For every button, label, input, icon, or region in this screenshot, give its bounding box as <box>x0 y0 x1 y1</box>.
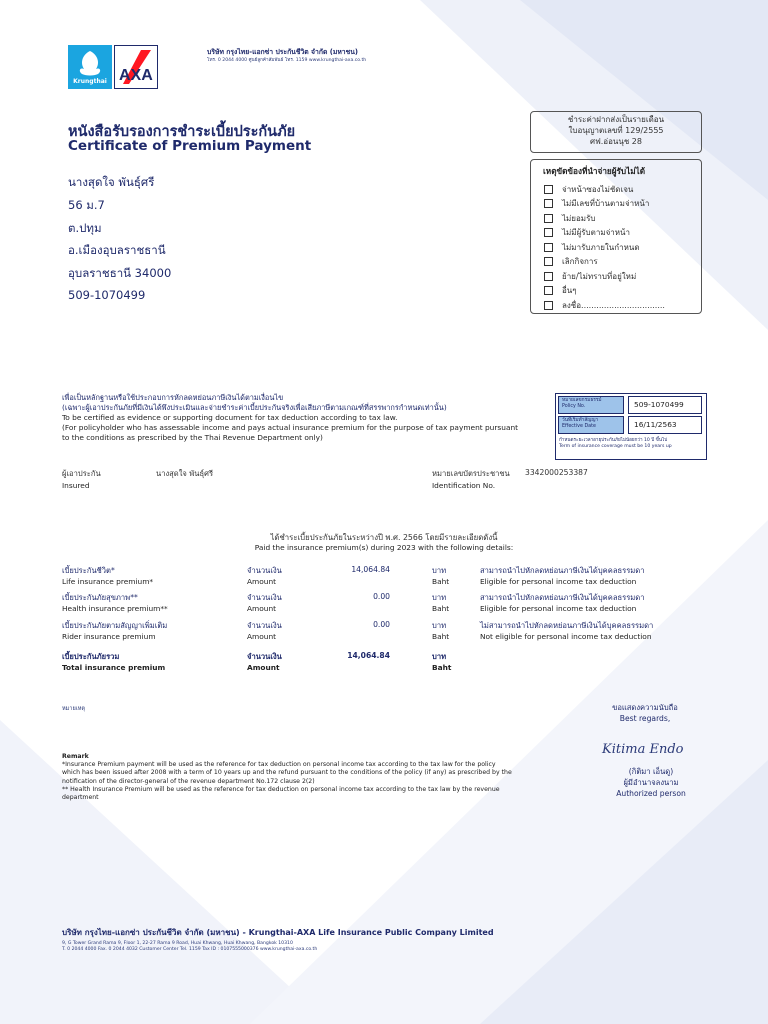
return-reason-label: เลิกกิจการ <box>562 257 598 267</box>
unit-en: Baht <box>432 577 450 586</box>
checkbox[interactable] <box>544 185 553 194</box>
unit-th: บาท <box>432 652 447 661</box>
id-label-th: หมายเลขบัตรประชาชน <box>432 469 510 478</box>
insured-label-th: ผู้เอาประกัน <box>62 469 101 478</box>
eligibility-note-en: Eligible for personal income tax deduction <box>480 577 637 586</box>
return-reason-label: ลงชื่อ................................. <box>562 300 665 310</box>
recipient-address-line: อ.เมืองอุบลราชธานี <box>68 243 166 257</box>
amount-label-th: จำนวนเงิน <box>247 593 282 602</box>
purpose-en-line: to the conditions as prescribed by the Thai Revenue Department only) <box>62 433 323 442</box>
footer-line: T. 0 2044 4000 Fax. 0 2044 4032 Customer Center Tel. 1159 Tax ID : 0107555000376 www.krungthai-axa.co.th <box>62 947 318 953</box>
policy-no-label <box>558 396 624 414</box>
checkbox[interactable] <box>544 228 553 237</box>
postage-line: ใบอนุญาตเลขที่ 129/2555 <box>568 126 664 135</box>
unit-th: บาท <box>432 621 447 630</box>
unit-th: บาท <box>432 593 447 602</box>
regards <box>600 702 690 724</box>
id-number: 3342000253387 <box>525 468 588 477</box>
return-reason-item[interactable] <box>531 240 701 255</box>
footer-company-name: บริษัท กรุงไทย-แอกซ่า ประกันชีวิต จำกัด (มหาชน) - Krungthai-AXA Life Insurance Public Company Limited <box>62 928 494 937</box>
signer-name-th: (กิติมา เอ็นดู) <box>628 767 674 776</box>
unit-en: Baht <box>432 663 452 672</box>
premium-value: 14,064.84 <box>351 565 390 574</box>
company-name-th: บริษัท กรุงไทย-แอกซ่า ประกันชีวิต จำกัด (มหาชน) <box>207 48 358 56</box>
policy-no-label-th: หมายเลขกรมธรรม์ <box>562 398 602 403</box>
recipient-address-line: อุบลราชธานี 34000 <box>68 266 172 280</box>
eligibility-note-th: สามารถนำไปหักลดหย่อนภาษีเงินได้บุคคลธรรมดา <box>480 566 645 575</box>
purpose-th-line: (เฉพาะผู้เอาประกันภัยที่มีเงินได้พึงประเมินและจ่ายชำระค่าเบี้ยประกันจริงเพื่อเสียภาษีตามเกณฑ์ที่สรรพากรกำหนดเท่านั้น) <box>62 403 447 412</box>
premium-value: 0.00 <box>373 620 390 629</box>
amount-label-en: Amount <box>247 632 277 641</box>
premium-value: 0.00 <box>373 592 390 601</box>
remark-line: ** Health Insurance Premium will be used as the reference for tax deduction on personal income tax according to the tax law by the revenue <box>62 785 500 793</box>
policy-no-label-en: Policy No. <box>562 404 586 409</box>
company-line: โทร. 0 2044 4000 ศูนย์ลูกค้าสัมพันธ์ โทร. 1159 www.krungthai-axa.co.th <box>207 58 367 63</box>
eligibility-note-en: Not eligible for personal income tax deduction <box>480 632 652 641</box>
return-reason-label: อื่นๆ <box>562 286 577 296</box>
notes-th <box>62 706 542 713</box>
effective-date-label-en: Effective Date <box>562 424 596 429</box>
return-reason-item[interactable] <box>531 197 701 212</box>
certificate-title-th: หนังสือรับรองการชำระเบี้ยประกันภัย <box>68 124 296 140</box>
remark-line: which has been issued after 2008 with a term of 10 years up and the refund pursuant to the conditions of the policy (if any) as prescribed by the <box>62 769 512 777</box>
return-reason-item[interactable] <box>531 284 701 299</box>
return-reason-item[interactable] <box>531 182 701 197</box>
policy-info-box <box>555 393 707 460</box>
return-reasons-heading: เหตุขัดข้องที่นำจ่ายผู้รับไม่ได้ <box>543 166 646 176</box>
signer-role-en: Authorized person <box>616 789 686 798</box>
return-reason-item[interactable] <box>531 211 701 226</box>
remark-heading: Remark <box>62 753 89 760</box>
recipient-address-line: 56 ม.7 <box>68 198 105 212</box>
premium-name-en: Life insurance premium* <box>62 577 154 586</box>
footer-line: 9, G Tower Grand Rama 9, Floor 1, 22-27 Rama 9 Road, Huai Khwang, Huai Khwang, Bangkok 10310 <box>62 941 293 946</box>
recipient-address-line: ต.ปทุม <box>68 221 102 235</box>
return-reason-label: จ่าหน้าซองไม่ชัดเจน <box>562 184 634 194</box>
checkbox[interactable] <box>544 301 553 310</box>
paid-statement-en: Paid the insurance premium(s) during 2023 with the following details: <box>254 543 514 552</box>
axa-logo <box>114 45 158 89</box>
footer <box>62 926 622 954</box>
checkbox[interactable] <box>544 243 553 252</box>
eligibility-note-en: Eligible for personal income tax deduction <box>480 604 637 613</box>
return-reasons-box <box>530 159 702 314</box>
checkbox[interactable] <box>544 286 553 295</box>
return-reason-item[interactable] <box>531 226 701 241</box>
signer <box>596 766 706 799</box>
premium-name-th: เบี้ยประกันชีวิต* <box>62 566 115 575</box>
checkbox[interactable] <box>544 199 553 208</box>
postage-permit-box <box>530 111 702 153</box>
premium-name-th: เบี้ยประกันภัยตามสัญญาเพิ่มเติม <box>62 621 168 630</box>
return-reason-label: ไม่มารับภายในกำหนด <box>562 242 640 252</box>
return-reason-label: ย้าย/ไม่ทราบที่อยู่ใหม่ <box>562 271 637 281</box>
svg-text:AXA: AXA <box>119 67 153 84</box>
amount-label-en: Amount <box>247 577 277 586</box>
krungthai-logo-text: Krungthai <box>73 78 107 85</box>
coverage-term-note <box>559 438 705 450</box>
amount-label-en: Amount <box>247 663 280 672</box>
remark-line: notification of the director-general of the revenue department No.172 clause 2(2) <box>62 777 315 785</box>
return-reason-item[interactable] <box>531 298 701 313</box>
amount-label-th: จำนวนเงิน <box>247 566 282 575</box>
regards-th: ขอแสดงความนับถือ <box>612 703 678 712</box>
premium-name-en: Health insurance premium** <box>62 604 168 613</box>
premium-name-th: เบี้ยประกันภัยรวม <box>62 652 120 661</box>
krungthai-logo <box>68 45 112 89</box>
unit-en: Baht <box>432 604 450 613</box>
postage-line: ศฟ.อ่อนนุช 28 <box>590 137 642 146</box>
purpose-statement <box>62 393 542 443</box>
axa-mark-icon <box>115 46 157 88</box>
effective-date-label <box>558 416 624 434</box>
purpose-en-line: To be certified as evidence or supporting document for tax deduction according to tax law. <box>62 413 398 422</box>
premium-name-th: เบี้ยประกันภัยสุขภาพ** <box>62 593 138 602</box>
return-reason-item[interactable] <box>531 269 701 284</box>
signer-role-th: ผู้มีอำนาจลงนาม <box>623 778 679 787</box>
signature-text: Kitima Endo <box>602 742 684 757</box>
remark-line: department <box>62 794 99 802</box>
purpose-en-line: (For policyholder who has assessable income and pays actual insurance premium for the purpose of tax payment pursuant <box>62 423 519 432</box>
premium-value: 14,064.84 <box>347 651 390 660</box>
eligibility-note-th: สามารถนำไปหักลดหย่อนภาษีเงินได้บุคคลธรรมดา <box>480 593 645 602</box>
insured-label-en: Insured <box>62 481 90 490</box>
amount-label-th: จำนวนเงิน <box>247 652 282 661</box>
return-reason-item[interactable] <box>531 255 701 270</box>
coverage-term-note-th: กำหนดระยะเวลาอายุประกันภัยไม่น้อยกว่า 10 ปี ขึ้นไป <box>559 438 668 443</box>
notes-heading: หมายเหตุ <box>62 706 86 712</box>
handwritten-signature <box>598 733 698 761</box>
paid-statement-th: ได้ชำระเบี้ยประกันภัยในระหว่างปี พ.ศ. 2566 โดยมีรายละเอียดดังนี้ <box>270 533 498 542</box>
id-label-en: Identification No. <box>432 481 496 490</box>
company-header <box>207 46 457 64</box>
postage-line: ชำระค่าฝากส่งเป็นรายเดือน <box>567 115 665 124</box>
checkbox[interactable] <box>544 272 553 281</box>
certificate-title-en: Certificate of Premium Payment <box>68 138 312 154</box>
purpose-th-line: เพื่อเป็นหลักฐานหรือใช้ประกอบการหักลดหย่อนภาษีเงินได้ตามเงื่อนไข <box>62 393 284 402</box>
checkbox[interactable] <box>544 257 553 266</box>
recipient-name: นางสุดใจ พันธุ์ศรี <box>68 175 155 189</box>
policy-no-value: 509-1070499 <box>628 396 702 414</box>
checkbox[interactable] <box>544 214 553 223</box>
return-reason-label: ไม่มีเลขที่บ้านตามจ่าหน้า <box>562 199 650 209</box>
regards-en: Best regards, <box>619 714 671 723</box>
unit-th: บาท <box>432 566 447 575</box>
coverage-term-note-en: Term of insurance coverage must be 10 years up <box>559 444 672 449</box>
return-reason-label: ไม่ยอมรับ <box>562 213 596 223</box>
return-reason-label: ไม่มีผู้รับตามจ่าหน้า <box>562 228 631 238</box>
eligibility-note-th: ไม่สามารถนำไปหักลดหย่อนภาษีเงินได้บุคคลธรรมดา <box>480 621 654 630</box>
remark-en <box>62 753 532 802</box>
amount-label-en: Amount <box>247 604 277 613</box>
unit-en: Baht <box>432 632 450 641</box>
premium-name-en: Rider insurance premium <box>62 632 156 641</box>
insured-name: นางสุดใจ พันธุ์ศรี <box>156 469 214 478</box>
recipient-policy-ref: 509-1070499 <box>68 288 146 302</box>
premium-name-en: Total insurance premium <box>62 663 166 672</box>
effective-date-value: 16/11/2563 <box>628 416 702 434</box>
amount-label-th: จำนวนเงิน <box>247 621 282 630</box>
effective-date-label-th: วันที่เริ่มทำสัญญา <box>562 418 599 423</box>
remark-line: *Insurance Premium payment will be used as the reference for tax deduction on personal income tax according to the tax law for the policy <box>62 761 496 769</box>
